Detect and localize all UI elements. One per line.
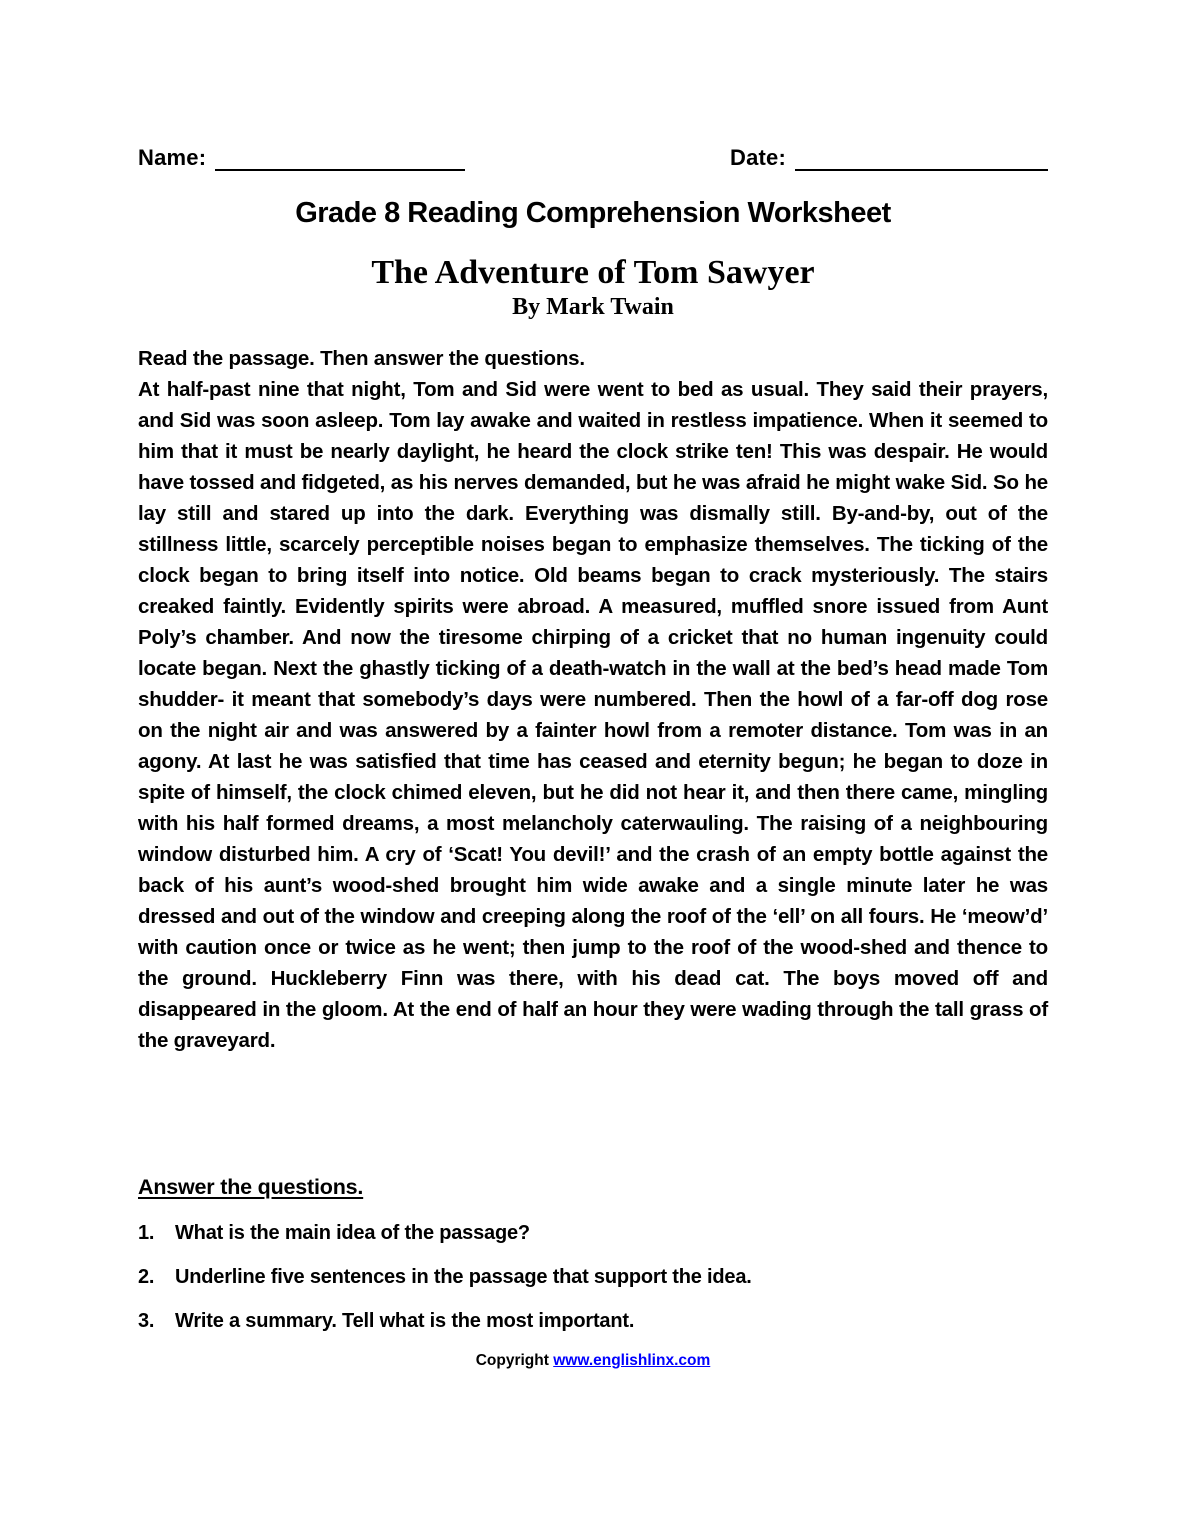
name-label: Name: xyxy=(138,145,207,170)
question-row xyxy=(138,1308,1048,1335)
date-field xyxy=(730,145,1048,171)
question-row xyxy=(138,1264,1048,1291)
name-blank-line xyxy=(215,147,465,171)
copyright-label: Copyright xyxy=(475,1352,549,1369)
question-text: Underline five sentences in the passage that support the idea. xyxy=(175,1266,752,1288)
question-text: Write a summary. Tell what is the most important. xyxy=(175,1310,635,1332)
question-number: 3. xyxy=(138,1310,155,1332)
passage-text: At half-past nine that night, Tom and Sid were went to bed as usual. They said their prayers, and Sid was soon asleep. Tom lay awake and waited in restless impatience. When it seemed to him that it must be nearly daylight, he heard the clock strike ten! This was despair. He would have tossed and fidgeted, as his nerves demanded, but he was afraid he might wake Sid. So he lay still and stared up into the dark. Everything was dismally still. By-and-by, out of the stillness little, scarcely perceptible noises began to emphasize themselves. The ticking of the clock began to bring itself into notice. Old beams began to crack mysteriously. The stairs creaked faintly. Evidently spirits were abroad. A measured, muffled snore issued from Aunt Poly’s chamber. And now the tiresome chirping of a cricket that no human ingenuity could locate began. Next the ghastly ticking of a death-watch in the wall at the bed’s head made Tom shudder- it meant that somebody’s days were numbered. Then the howl of a far-off dog rose on the night air and was answered by a fainter howl from a remoter distance. Tom was in an agony. At last he was satisfied that time has ceased and eternity begun; he began to doze in spite of himself, the clock chimed eleven, but he did not hear it, and then there came, mingling with his half formed dreams, a most melancholy caterwauling. The raising of a neighbouring window disturbed him. A cry of ‘Scat! You devil!’ and the crash of an empty bottle against the back of his aunt’s wood-shed brought him wide awake and a single minute later he was dressed and out of the window and creeping along the roof of the ‘ell’ on all fours. He ‘meow’d’ with caution once or twice as he went; then jump to the roof of the wood-shed and thence to the ground. Huckleberry Finn was there, with his dead cat. The boys moved off and disappeared in the gloom. At the end of half an hour they were wading through the tall grass of the graveyard. xyxy=(138,378,1048,1052)
worksheet-title: Grade 8 Reading Comprehension Worksheet xyxy=(295,197,891,229)
copyright xyxy=(138,1352,1048,1370)
passage-block xyxy=(138,343,1048,1149)
question-number: 2. xyxy=(138,1266,155,1288)
answer-heading: Answer the questions. xyxy=(138,1175,364,1199)
header-row xyxy=(138,145,1048,171)
question-text: What is the main idea of the passage? xyxy=(175,1222,530,1244)
question-row xyxy=(138,1220,1048,1247)
date-label: Date: xyxy=(729,145,786,170)
questions-list xyxy=(138,1220,1048,1335)
question-number: 1. xyxy=(138,1222,155,1244)
date-blank-line xyxy=(795,147,1048,171)
story-title: The Adventure of Tom Sawyer xyxy=(371,254,815,291)
read-instruction: Read the passage. Then answer the questions. xyxy=(138,347,585,370)
copyright-link[interactable]: www.englishlinx.com xyxy=(553,1352,711,1369)
name-field xyxy=(138,145,465,171)
byline: By Mark Twain xyxy=(512,294,674,320)
